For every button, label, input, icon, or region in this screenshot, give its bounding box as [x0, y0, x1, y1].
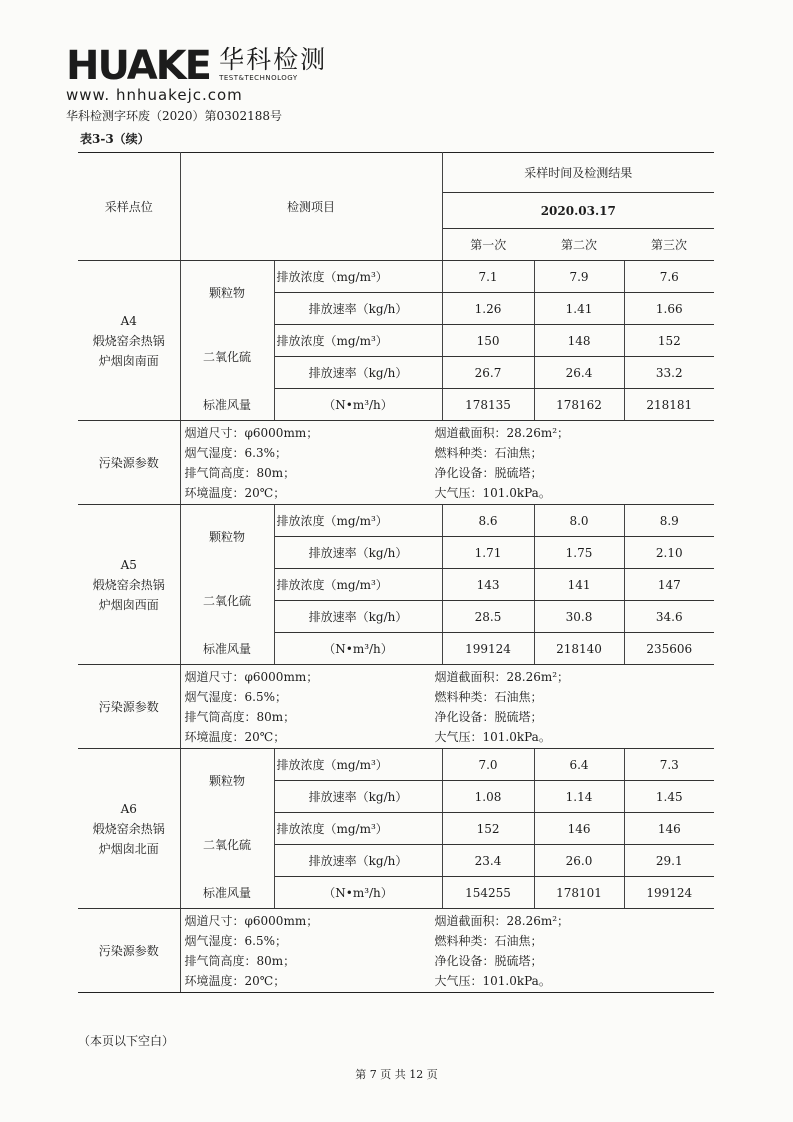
parameter-label: 排放浓度（mg/m³） [274, 505, 442, 537]
result-value: 8.9 [624, 505, 714, 537]
param-right: 烟道截面积：28.26m²； [434, 425, 570, 440]
result-value: 33.2 [624, 357, 714, 389]
result-value: 1.14 [534, 781, 624, 813]
param-right: 燃料种类：石油焦； [434, 445, 543, 460]
flow-label: 标准风量 [180, 633, 274, 665]
source-params-row [78, 909, 714, 993]
result-value: 2.10 [624, 537, 714, 569]
sampling-point-line: 炉烟囱南面 [98, 353, 159, 368]
flow-label: 标准风量 [180, 389, 274, 421]
sampling-point-line: A4 [120, 313, 137, 328]
parameter-label: 排放浓度（mg/m³） [274, 569, 442, 601]
parameter-label: 排放浓度（mg/m³） [274, 325, 442, 357]
source-params-label: 污染源参数 [78, 421, 180, 505]
measurement-row [78, 749, 714, 781]
result-value: 146 [624, 813, 714, 845]
param-left: 环境温度：20℃； [184, 485, 286, 500]
parameter-label: 排放速率（kg/h） [274, 293, 442, 325]
result-value: 28.5 [442, 601, 534, 633]
sampling-point-line: 煅烧窑余热锅 [92, 821, 165, 836]
param-left: 烟道尺寸：φ6000mm； [184, 669, 319, 684]
result-value: 1.75 [534, 537, 624, 569]
parameter-label: 排放速率（kg/h） [274, 845, 442, 877]
result-value: 141 [534, 569, 624, 601]
param-right: 烟道截面积：28.26m²； [434, 669, 570, 684]
source-params-label: 污染源参数 [78, 665, 180, 749]
result-value: 1.66 [624, 293, 714, 325]
col-header-point: 采样点位 [78, 153, 180, 261]
result-value: 143 [442, 569, 534, 601]
run-header-1: 第一次 [442, 229, 534, 261]
param-left: 排气筒高度：80m； [184, 709, 296, 724]
sampling-point [78, 261, 180, 421]
pollutant-name: 二氧化硫 [180, 325, 274, 389]
result-value: 1.45 [624, 781, 714, 813]
param-right: 净化设备：脱硫塔； [434, 709, 543, 724]
flow-unit: （N•m³/h） [274, 389, 442, 421]
sampling-point-line: 煅烧窑余热锅 [92, 577, 165, 592]
run-header-3: 第三次 [624, 229, 714, 261]
flow-value: 154255 [442, 877, 534, 909]
sampling-point-line: 炉烟囱西面 [98, 597, 159, 612]
parameter-label: 排放速率（kg/h） [274, 781, 442, 813]
result-value: 30.8 [534, 601, 624, 633]
result-value: 7.1 [442, 261, 534, 293]
source-params [180, 665, 714, 749]
flow-value: 218140 [534, 633, 624, 665]
result-value: 147 [624, 569, 714, 601]
pollutant-name: 颗粒物 [180, 505, 274, 569]
parameter-label: 排放浓度（mg/m³） [274, 261, 442, 293]
result-value: 1.26 [442, 293, 534, 325]
sampling-point-line: A5 [120, 557, 137, 572]
result-value: 34.6 [624, 601, 714, 633]
sampling-date: 2020.03.17 [442, 193, 714, 229]
result-value: 146 [534, 813, 624, 845]
logo-english-name: TEST&TECHNOLOGY [219, 74, 298, 82]
param-right: 大气压：101.0kPa。 [434, 973, 551, 988]
website-url: www. hnhuakejc.com [66, 86, 243, 104]
flow-value: 199124 [624, 877, 714, 909]
source-params-row [78, 665, 714, 749]
param-left: 烟道尺寸：φ6000mm； [184, 913, 319, 928]
results-table [78, 152, 714, 993]
param-left: 烟气湿度：6.5%； [184, 689, 287, 704]
result-value: 6.4 [534, 749, 624, 781]
pollutant-name: 二氧化硫 [180, 813, 274, 877]
run-header-2: 第二次 [534, 229, 624, 261]
source-params-label: 污染源参数 [78, 909, 180, 993]
sampling-point-line: 炉烟囱北面 [98, 841, 159, 856]
result-value: 7.3 [624, 749, 714, 781]
col-header-item: 检测项目 [180, 153, 442, 261]
result-value: 1.71 [442, 537, 534, 569]
param-right: 大气压：101.0kPa。 [434, 485, 551, 500]
result-value: 26.7 [442, 357, 534, 389]
pollutant-name: 颗粒物 [180, 261, 274, 325]
result-value: 1.08 [442, 781, 534, 813]
report-number: 华科检测字环废（2020）第0302188号 [66, 109, 282, 123]
flow-value: 218181 [624, 389, 714, 421]
parameter-label: 排放浓度（mg/m³） [274, 749, 442, 781]
params-grid [181, 667, 715, 747]
flow-label: 标准风量 [180, 877, 274, 909]
parameter-label: 排放速率（kg/h） [274, 537, 442, 569]
pollutant-name: 二氧化硫 [180, 569, 274, 633]
param-left: 烟气湿度：6.3%； [184, 445, 287, 460]
result-value: 1.41 [534, 293, 624, 325]
param-right: 净化设备：脱硫塔； [434, 465, 543, 480]
sampling-point-line: A6 [120, 801, 137, 816]
param-left: 排气筒高度：80m； [184, 465, 296, 480]
parameter-label: 排放速率（kg/h） [274, 601, 442, 633]
flow-value: 199124 [442, 633, 534, 665]
flow-value: 178162 [534, 389, 624, 421]
source-params [180, 909, 714, 993]
param-left: 烟气湿度：6.5%； [184, 933, 287, 948]
flow-value: 178101 [534, 877, 624, 909]
param-left: 排气筒高度：80m； [184, 953, 296, 968]
param-left: 烟道尺寸：φ6000mm； [184, 425, 319, 440]
parameter-label: 排放速率（kg/h） [274, 357, 442, 389]
source-params [180, 421, 714, 505]
sampling-point-line: 煅烧窑余热锅 [92, 333, 165, 348]
result-value: 7.0 [442, 749, 534, 781]
pollutant-name: 颗粒物 [180, 749, 274, 813]
logo-text [219, 46, 327, 83]
result-value: 8.6 [442, 505, 534, 537]
result-value: 152 [624, 325, 714, 357]
params-grid [181, 911, 715, 991]
flow-unit: （N•m³/h） [274, 633, 442, 665]
logo-chinese-name: 华科检测 [219, 45, 328, 74]
param-right: 燃料种类：石油焦； [434, 689, 543, 704]
result-value: 150 [442, 325, 534, 357]
result-value: 23.4 [442, 845, 534, 877]
flow-unit: （N•m³/h） [274, 877, 442, 909]
params-grid [181, 423, 715, 503]
blank-note: （本页以下空白） [78, 1034, 175, 1048]
result-value: 8.0 [534, 505, 624, 537]
header-row [78, 153, 714, 193]
result-value: 7.9 [534, 261, 624, 293]
sampling-point [78, 749, 180, 909]
page-number: 第 7 页 共 12 页 [355, 1068, 438, 1081]
param-right: 大气压：101.0kPa。 [434, 729, 551, 744]
measurement-row [78, 505, 714, 537]
result-value: 152 [442, 813, 534, 845]
param-left: 环境温度：20℃； [184, 729, 286, 744]
param-right: 烟道截面积：28.26m²； [434, 913, 570, 928]
result-value: 26.0 [534, 845, 624, 877]
table-title: 表3-3（续） [80, 132, 150, 146]
flow-value: 178135 [442, 389, 534, 421]
col-header-results: 采样时间及检测结果 [442, 153, 714, 193]
sampling-point [78, 505, 180, 665]
result-value: 7.6 [624, 261, 714, 293]
company-logo [66, 43, 328, 89]
result-value: 148 [534, 325, 624, 357]
measurement-row [78, 261, 714, 293]
param-left: 环境温度：20℃； [184, 973, 286, 988]
logo-mark: HUAKE [66, 43, 211, 89]
flow-value: 235606 [624, 633, 714, 665]
param-right: 燃料种类：石油焦； [434, 933, 543, 948]
source-params-row [78, 421, 714, 505]
result-value: 29.1 [624, 845, 714, 877]
result-value: 26.4 [534, 357, 624, 389]
parameter-label: 排放浓度（mg/m³） [274, 813, 442, 845]
param-right: 净化设备：脱硫塔； [434, 953, 543, 968]
